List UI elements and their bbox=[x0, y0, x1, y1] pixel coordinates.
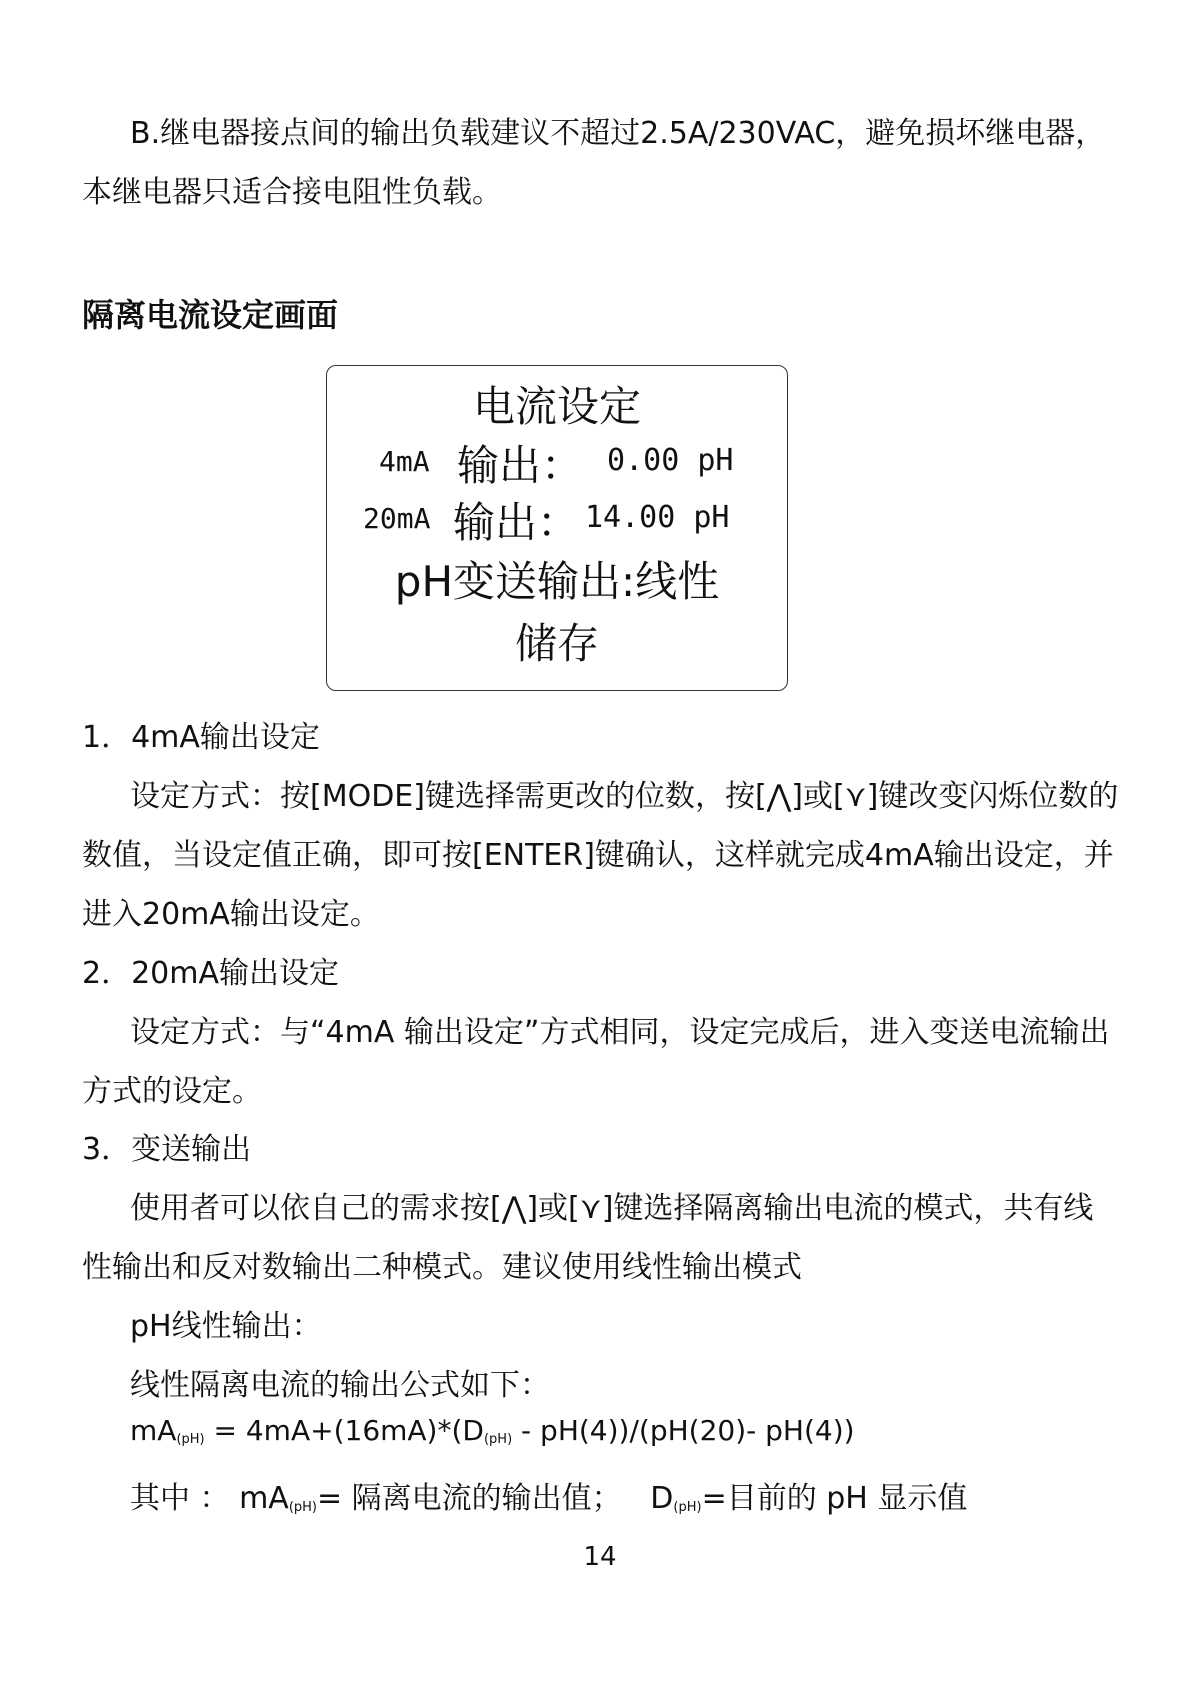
section-title-text: 3．变送输出 bbox=[82, 1132, 252, 1167]
formula-part: = 4mA+(16mA)*(D bbox=[204, 1414, 484, 1447]
section-1-title bbox=[82, 708, 320, 767]
section-2-title bbox=[82, 944, 339, 1003]
definition-subscript: (pH) bbox=[288, 1500, 317, 1515]
linear-output-label: pH线性输出： bbox=[130, 1309, 322, 1344]
section-body-text: 设定方式：按[MODE]键选择需更改的位数，按[⋀]或[⋎]键改变闪烁位数的数值，当设定值正确，即可按[ENTER]键确认，这样就完成4mA输出设定，并进入20mA输出设定。 bbox=[82, 779, 1119, 932]
screen-title: 电流设定 bbox=[472, 382, 641, 431]
section-heading: 隔离电流设定画面 bbox=[82, 296, 339, 334]
row-output-label: 输出： bbox=[457, 441, 584, 490]
definition-part: = 隔离电流的输出值； D bbox=[317, 1481, 674, 1516]
intro-paragraph bbox=[82, 104, 1122, 222]
screen-mode-line: pH变送输出:线性 bbox=[394, 557, 720, 606]
definition-part: =目前的 pH 显示值 bbox=[701, 1481, 968, 1516]
page-number: 14 bbox=[583, 1542, 617, 1572]
section-3-body bbox=[82, 1179, 1122, 1297]
formula-subscript: (pH) bbox=[176, 1432, 205, 1447]
section-body-text: 设定方式：与“4mA 输出设定”方式相同，设定完成后，进入变送电流输出方式的设定。 bbox=[82, 1015, 1110, 1109]
row-output-label: 输出： bbox=[453, 498, 580, 547]
intro-text: B.继电器接点间的输出负载建议不超过2.5A/230VAC，避免损坏继电器，本继电器只适合接电阻性负载。 bbox=[82, 116, 1106, 210]
formula-intro: 线性隔离电流的输出公式如下： bbox=[130, 1368, 550, 1403]
row-label: 4mA bbox=[379, 445, 430, 478]
definition-subscript: (pH) bbox=[673, 1500, 702, 1515]
output-formula bbox=[130, 1414, 855, 1447]
section-2-body bbox=[82, 1003, 1122, 1121]
formula-part: mA bbox=[130, 1414, 177, 1447]
section-1-body bbox=[82, 767, 1122, 944]
formula-definitions bbox=[130, 1473, 967, 1517]
definition-part: 其中 ： mA bbox=[130, 1481, 289, 1516]
section-title-text: 1．4mA输出设定 bbox=[82, 720, 320, 755]
row-label: 20mA bbox=[363, 502, 431, 535]
screen-save-line: 储存 bbox=[514, 619, 599, 668]
screen-row-4ma bbox=[327, 433, 787, 489]
row-value: 14.00 pH bbox=[585, 500, 730, 535]
formula-subscript: (pH) bbox=[483, 1432, 513, 1447]
section-3-title bbox=[82, 1120, 251, 1179]
formula-part: - pH(4))/(pH(20)- pH(4)) bbox=[512, 1414, 855, 1447]
section-title-text: 2．20mA输出设定 bbox=[82, 956, 340, 991]
lcd-screen-figure bbox=[326, 365, 788, 691]
row-value: 0.00 pH bbox=[589, 443, 734, 478]
section-body-text: 使用者可以依自己的需求按[⋀]或[⋎]键选择隔离输出电流的模式，共有线性输出和反对数输出二种模式。建议使用线性输出模式 bbox=[82, 1191, 1094, 1285]
screen-row-20ma bbox=[327, 490, 787, 546]
